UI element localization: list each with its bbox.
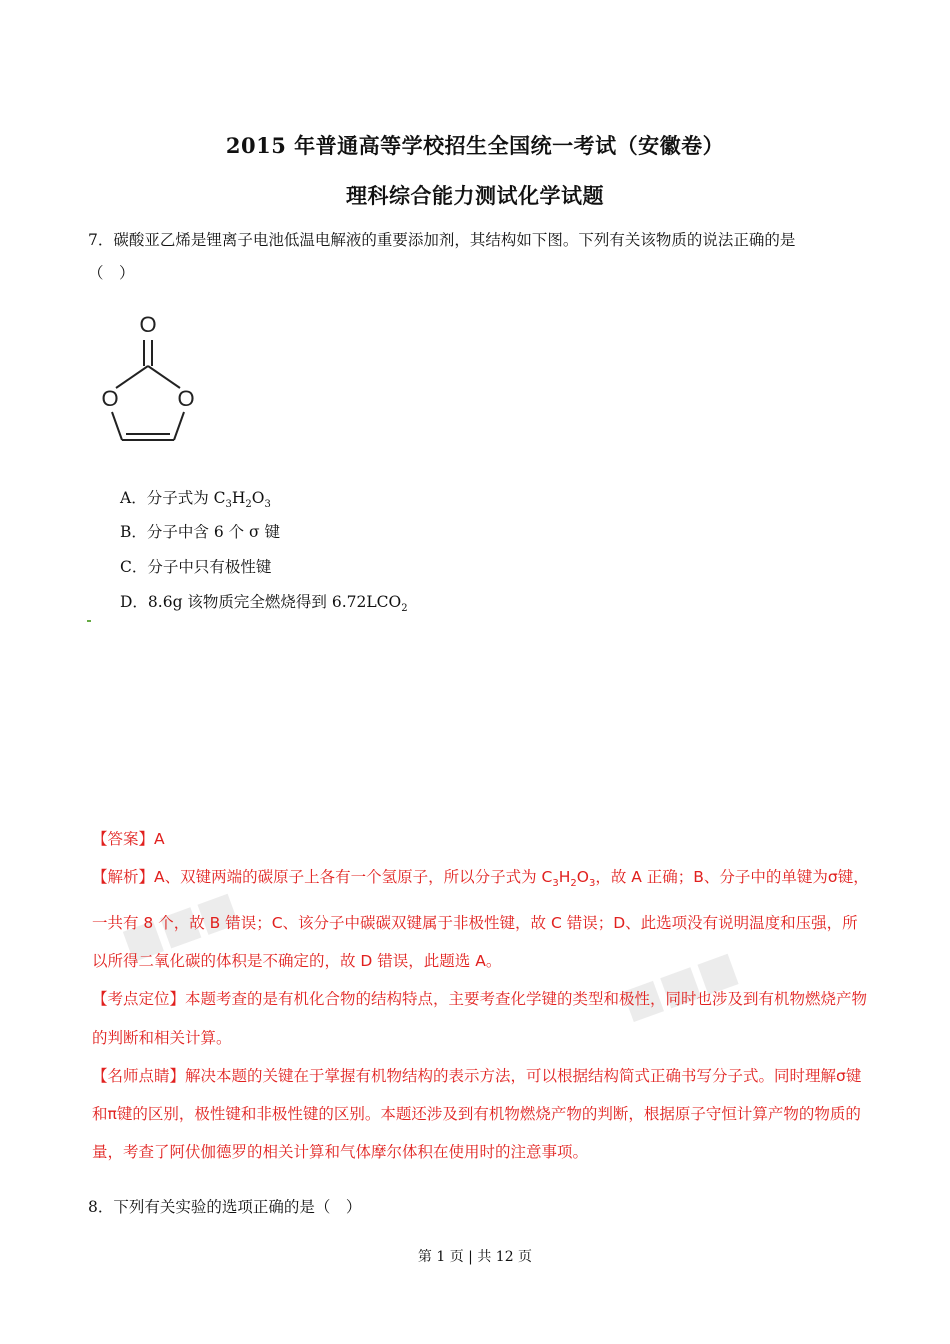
option-a: A．分子式为 $C_3H_2O_3$ <box>120 489 271 511</box>
question-7-paren: （ ） <box>88 264 135 282</box>
watermark-shape: ■■■ <box>615 941 744 1028</box>
option-c: C．分子中只有极性键 <box>120 558 272 576</box>
answer-line: 【答案】A <box>92 830 165 848</box>
page-footer: 第 1 页 | 共 12 页 <box>417 1249 533 1265</box>
title-line-2: 理科综合能力测试化学试题 <box>346 183 604 208</box>
atom-o-right: O <box>177 386 195 411</box>
small-mark <box>87 620 91 622</box>
analysis-paragraph: 【解析】A、双键两端的碳原子上各有一个氢原子，所以分子式为 $C_3H_2O_3$，故 A 正确；B、分子中的单键为σ键，一共有 8 个，故 B 错误；C、该分子中碳碳双键属于非极性键，故 C 错误；D、此选项没有说明温度和压强，所以所得二氧化碳的体积是不确定的，故 D 错误，此题选 A。 <box>92 868 869 970</box>
answer-block <box>92 820 872 1165</box>
watermark-shape: ■■■ <box>115 881 244 968</box>
atom-o-left: O <box>101 386 119 411</box>
title-line-1: 2015 年普通高等学校招生全国统一考试（安徽卷） <box>225 133 725 158</box>
option-b: B．分子中含 6 个 σ 键 <box>120 523 281 541</box>
option-d: D．8.6g 该物质完全燃烧得到 $6.72LCO_2$ <box>120 593 408 615</box>
molecule-structure <box>88 300 208 460</box>
kaodian-paragraph: 【考点定位】本题考查的是有机化合物的结构特点，主要考查化学键的类型和极性，同时也涉及到有机物燃烧产物的判断和相关计算。 <box>92 990 868 1047</box>
mingshi-paragraph: 【名师点睛】解决本题的关键在于掌握有机物结构的表示方法，可以根据结构简式正确书写分子式。同时理解σ键和π键的区别，极性键和非极性键的区别。本题还涉及到有机物燃烧产物的判断，根据原子守恒计算产物的物质的量，考查了阿伏伽德罗的相关计算和气体摩尔体积在使用时的注意事项。 <box>92 1066 862 1162</box>
atom-o-top: O <box>139 312 157 337</box>
question-8-stem: 8．下列有关实验的选项正确的是（ ） <box>88 1198 362 1216</box>
question-7-stem: 7．碳酸亚乙烯是锂离子电池低温电解液的重要添加剂，其结构如下图。下列有关该物质的说法正确的是 <box>88 231 796 249</box>
